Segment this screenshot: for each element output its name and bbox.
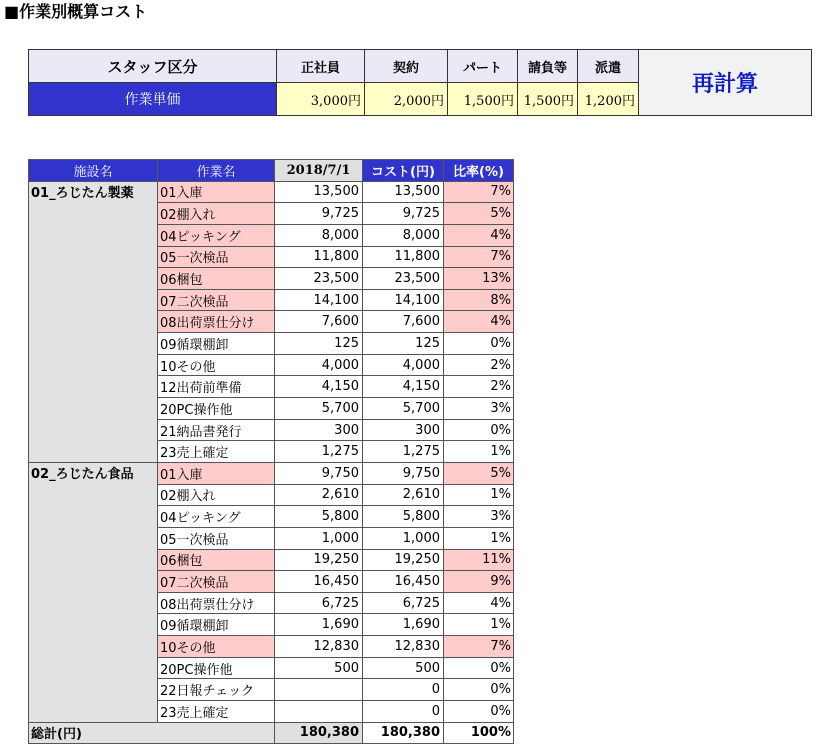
task-name-cell: 07二次検品 xyxy=(158,289,275,311)
staff-rate-table xyxy=(28,49,812,116)
hours-cell: 6,725 xyxy=(275,592,363,614)
hours-cell: 125 xyxy=(275,333,363,355)
task-name-cell: 02棚入れ xyxy=(158,484,275,506)
hours-cell: 4,000 xyxy=(275,354,363,376)
task-name-cell: 20PC操作他 xyxy=(158,657,275,679)
ratio-cell: 2% xyxy=(444,354,514,376)
hours-cell: 7,600 xyxy=(275,311,363,333)
task-name-cell: 08出荷票仕分け xyxy=(158,311,275,333)
task-name-cell: 09循環棚卸 xyxy=(158,333,275,355)
hours-cell: 4,150 xyxy=(275,376,363,398)
cost-cell: 5,800 xyxy=(363,506,444,528)
facility-name-cell: 01_ろじたん製薬 xyxy=(29,181,158,462)
recalculate-button[interactable]: 再計算 xyxy=(639,50,812,116)
total-row xyxy=(29,722,514,744)
col-header-cost: コスト(円) xyxy=(363,160,444,182)
cost-cell: 0 xyxy=(363,701,444,723)
ratio-cell: 1% xyxy=(444,441,514,463)
task-name-cell: 23売上確定 xyxy=(158,701,275,723)
hours-cell xyxy=(275,701,363,723)
rate-field-keiyaku[interactable]: 2,000円 xyxy=(365,83,448,116)
ratio-cell: 7% xyxy=(444,246,514,268)
rate-field-seishain[interactable]: 3,000円 xyxy=(277,83,365,116)
ratio-cell: 0% xyxy=(444,701,514,723)
task-name-cell: 04ピッキング xyxy=(158,224,275,246)
hours-cell: 23,500 xyxy=(275,268,363,290)
ratio-cell: 5% xyxy=(444,203,514,225)
task-name-cell: 23売上確定 xyxy=(158,441,275,463)
unit-price-label: 作業単価 xyxy=(29,83,277,116)
table-row xyxy=(29,181,514,203)
ratio-cell: 0% xyxy=(444,333,514,355)
ratio-cell: 5% xyxy=(444,462,514,484)
col-header-ratio: 比率(%) xyxy=(444,160,514,182)
hours-cell: 1,275 xyxy=(275,441,363,463)
hours-cell: 14,100 xyxy=(275,289,363,311)
hours-cell: 1,000 xyxy=(275,527,363,549)
hours-cell: 13,500 xyxy=(275,181,363,203)
page-title: ■作業別概算コスト xyxy=(4,2,148,21)
hours-cell: 12,830 xyxy=(275,636,363,658)
task-name-cell: 06梱包 xyxy=(158,268,275,290)
cost-cell: 0 xyxy=(363,679,444,701)
cost-cell: 300 xyxy=(363,419,444,441)
hours-cell: 1,690 xyxy=(275,614,363,636)
ratio-cell: 4% xyxy=(444,311,514,333)
ratio-cell: 0% xyxy=(444,679,514,701)
col-header-facility: 施設名 xyxy=(29,160,158,182)
cost-cell: 13,500 xyxy=(363,181,444,203)
hours-cell: 11,800 xyxy=(275,246,363,268)
task-name-cell: 12出荷前準備 xyxy=(158,376,275,398)
hours-cell: 9,725 xyxy=(275,203,363,225)
ratio-cell: 3% xyxy=(444,398,514,420)
ratio-cell: 8% xyxy=(444,289,514,311)
cost-cell: 4,000 xyxy=(363,354,444,376)
cost-cell: 500 xyxy=(363,657,444,679)
rate-field-part[interactable]: 1,500円 xyxy=(448,83,518,116)
task-name-cell: 05一次検品 xyxy=(158,527,275,549)
cost-cell: 2,610 xyxy=(363,484,444,506)
ratio-cell: 0% xyxy=(444,657,514,679)
ratio-cell: 2% xyxy=(444,376,514,398)
cost-cell: 7,600 xyxy=(363,311,444,333)
hours-cell: 8,000 xyxy=(275,224,363,246)
staff-type-keiyaku: 契約 xyxy=(365,50,448,83)
task-name-cell: 22日報チェック xyxy=(158,679,275,701)
task-name-cell: 20PC操作他 xyxy=(158,398,275,420)
ratio-cell: 11% xyxy=(444,549,514,571)
table-header-row xyxy=(29,160,514,182)
col-header-task: 作業名 xyxy=(158,160,275,182)
hours-cell: 300 xyxy=(275,419,363,441)
cost-cell: 12,830 xyxy=(363,636,444,658)
staff-category-header: スタッフ区分 xyxy=(29,50,277,83)
ratio-cell: 1% xyxy=(444,614,514,636)
rate-field-haken[interactable]: 1,200円 xyxy=(578,83,639,116)
task-name-cell: 10その他 xyxy=(158,636,275,658)
cost-cell: 9,725 xyxy=(363,203,444,225)
cost-cell: 1,275 xyxy=(363,441,444,463)
ratio-cell: 13% xyxy=(444,268,514,290)
cost-cell: 125 xyxy=(363,333,444,355)
cost-cell: 1,000 xyxy=(363,527,444,549)
cost-cell: 23,500 xyxy=(363,268,444,290)
task-name-cell: 02棚入れ xyxy=(158,203,275,225)
cost-cell: 16,450 xyxy=(363,571,444,593)
hours-cell: 19,250 xyxy=(275,549,363,571)
task-name-cell: 01入庫 xyxy=(158,181,275,203)
table-row xyxy=(29,462,514,484)
hours-cell: 500 xyxy=(275,657,363,679)
staff-type-ukeoi: 請負等 xyxy=(518,50,578,83)
hours-cell: 5,800 xyxy=(275,506,363,528)
hours-cell xyxy=(275,679,363,701)
ratio-cell: 7% xyxy=(444,636,514,658)
task-name-cell: 06梱包 xyxy=(158,549,275,571)
task-name-cell: 04ピッキング xyxy=(158,506,275,528)
task-cost-table xyxy=(28,159,514,744)
cost-cell: 11,800 xyxy=(363,246,444,268)
staff-type-seishain: 正社員 xyxy=(277,50,365,83)
task-name-cell: 01入庫 xyxy=(158,462,275,484)
cost-cell: 14,100 xyxy=(363,289,444,311)
ratio-cell: 4% xyxy=(444,592,514,614)
total-hours-cell: 180,380 xyxy=(275,722,363,744)
task-name-cell: 10その他 xyxy=(158,354,275,376)
ratio-cell: 3% xyxy=(444,506,514,528)
hours-cell: 9,750 xyxy=(275,462,363,484)
cost-cell: 4,150 xyxy=(363,376,444,398)
task-name-cell: 07二次検品 xyxy=(158,571,275,593)
ratio-cell: 0% xyxy=(444,419,514,441)
cost-cell: 6,725 xyxy=(363,592,444,614)
cost-cell: 19,250 xyxy=(363,549,444,571)
staff-type-part: パート xyxy=(448,50,518,83)
ratio-cell: 1% xyxy=(444,484,514,506)
total-ratio-cell: 100% xyxy=(444,722,514,744)
total-label: 総計(円) xyxy=(29,722,275,744)
task-name-cell: 21納品書発行 xyxy=(158,419,275,441)
col-header-date: 2018/7/1 xyxy=(275,160,363,182)
cost-cell: 8,000 xyxy=(363,224,444,246)
staff-type-haken: 派遣 xyxy=(578,50,639,83)
facility-name-cell: 02_ろじたん食品 xyxy=(29,462,158,722)
rate-field-ukeoi[interactable]: 1,500円 xyxy=(518,83,578,116)
task-name-cell: 08出荷票仕分け xyxy=(158,592,275,614)
cost-cell: 5,700 xyxy=(363,398,444,420)
ratio-cell: 7% xyxy=(444,181,514,203)
total-cost-cell: 180,380 xyxy=(363,722,444,744)
ratio-cell: 9% xyxy=(444,571,514,593)
cost-cell: 9,750 xyxy=(363,462,444,484)
hours-cell: 16,450 xyxy=(275,571,363,593)
ratio-cell: 1% xyxy=(444,527,514,549)
task-name-cell: 09循環棚卸 xyxy=(158,614,275,636)
ratio-cell: 4% xyxy=(444,224,514,246)
cost-cell: 1,690 xyxy=(363,614,444,636)
task-name-cell: 05一次検品 xyxy=(158,246,275,268)
hours-cell: 5,700 xyxy=(275,398,363,420)
hours-cell: 2,610 xyxy=(275,484,363,506)
